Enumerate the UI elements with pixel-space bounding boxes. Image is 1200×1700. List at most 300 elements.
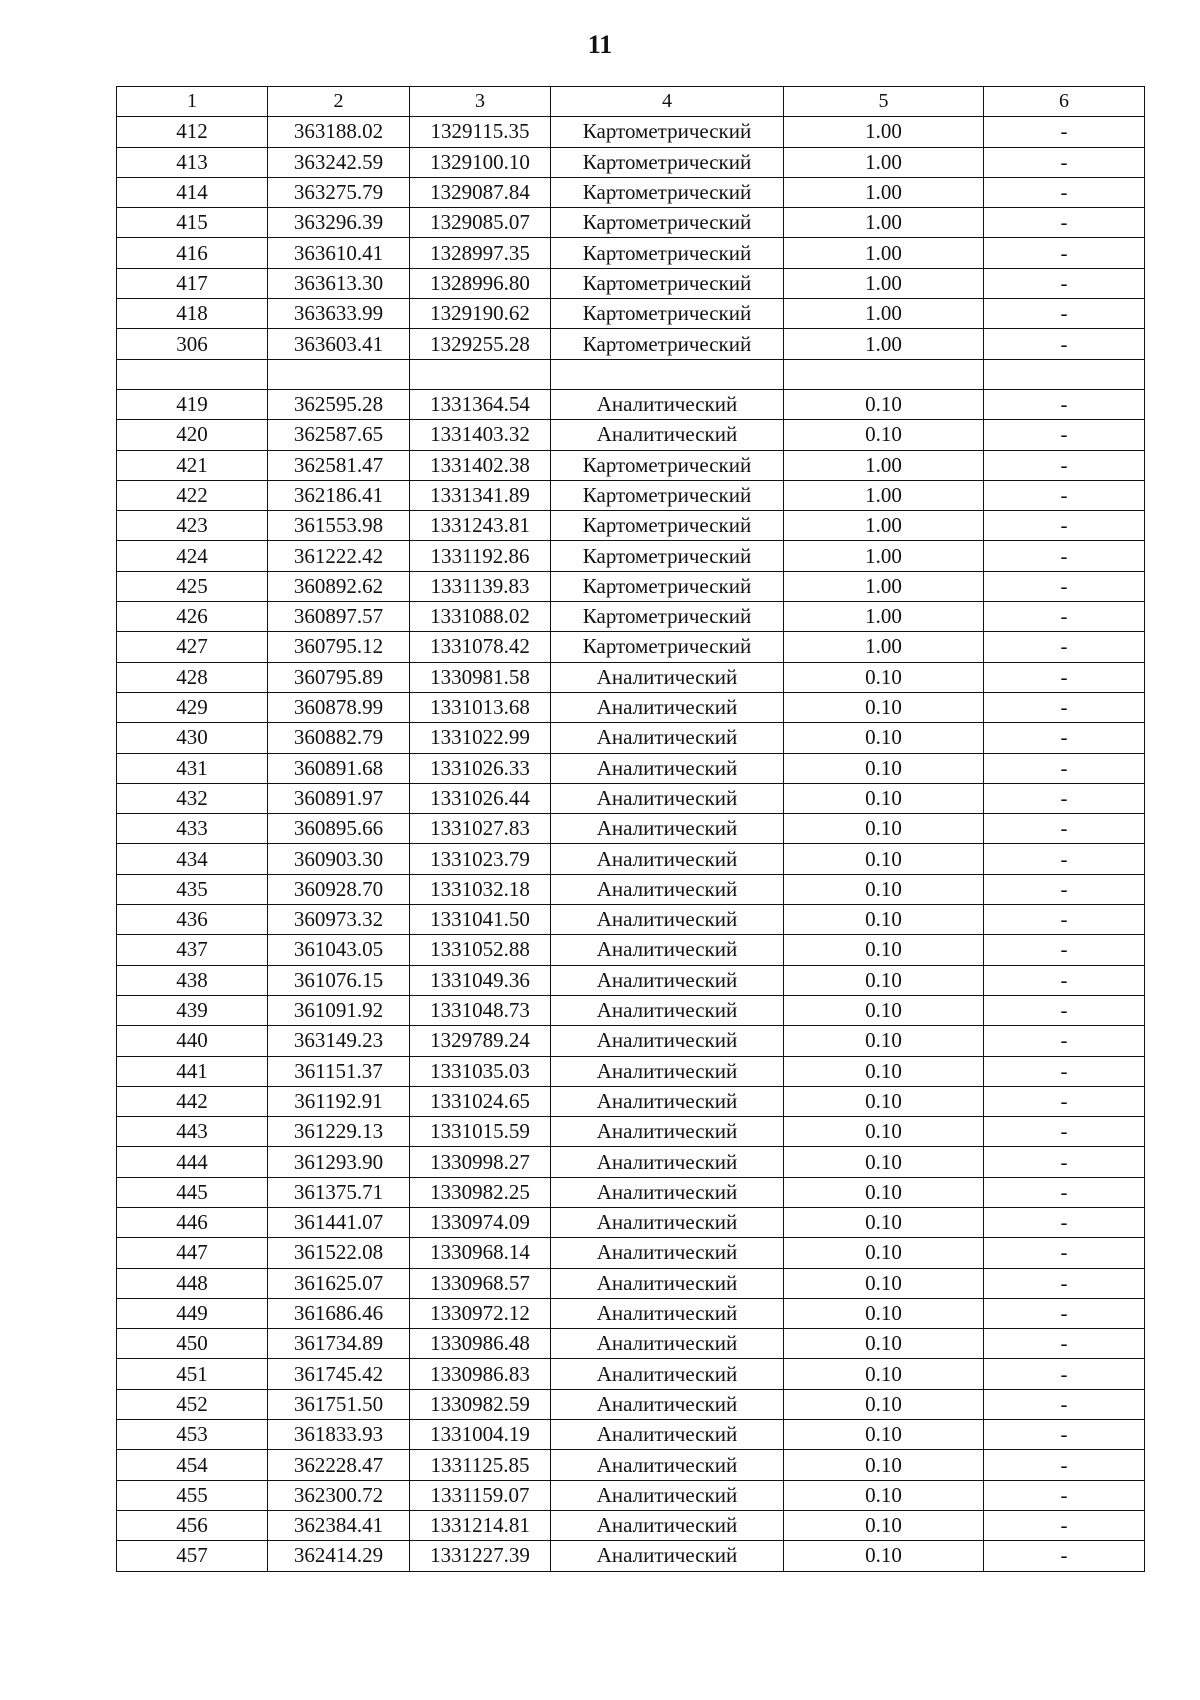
table-row: [117, 511, 1145, 541]
point-number-cell: 431: [117, 753, 268, 783]
accuracy-cell: 1.00: [784, 299, 984, 329]
method-cell: Картометрический: [551, 602, 784, 632]
x-coordinate-cell: 363610.41: [268, 238, 410, 268]
y-coordinate-cell: 1330974.09: [410, 1207, 551, 1237]
column-header-3: 3: [410, 87, 551, 117]
method-cell: Аналитический: [551, 1026, 784, 1056]
accuracy-cell: 1.00: [784, 329, 984, 359]
x-coordinate-cell: 361375.71: [268, 1177, 410, 1207]
note-cell: -: [984, 1147, 1145, 1177]
x-coordinate-cell: 362186.41: [268, 480, 410, 510]
point-number-cell: 446: [117, 1207, 268, 1237]
note-cell: -: [984, 935, 1145, 965]
accuracy-cell: 1.00: [784, 268, 984, 298]
point-number-cell: 306: [117, 329, 268, 359]
y-coordinate-cell: 1331048.73: [410, 995, 551, 1025]
x-coordinate-cell: 363603.41: [268, 329, 410, 359]
method-cell: Аналитический: [551, 389, 784, 419]
method-cell: Аналитический: [551, 1541, 784, 1571]
table-row: [117, 450, 1145, 480]
y-coordinate-cell: 1331004.19: [410, 1420, 551, 1450]
note-cell: -: [984, 1510, 1145, 1540]
coordinates-table: [116, 86, 1145, 1572]
y-coordinate-cell: 1331227.39: [410, 1541, 551, 1571]
table-row: [117, 905, 1145, 935]
x-coordinate-cell: 362414.29: [268, 1541, 410, 1571]
accuracy-cell: 0.10: [784, 753, 984, 783]
y-coordinate-cell: 1331214.81: [410, 1510, 551, 1540]
y-coordinate-cell: [410, 359, 551, 389]
note-cell: -: [984, 995, 1145, 1025]
column-header-6: 6: [984, 87, 1145, 117]
y-coordinate-cell: 1331041.50: [410, 905, 551, 935]
table-row: [117, 995, 1145, 1025]
method-cell: Аналитический: [551, 783, 784, 813]
x-coordinate-cell: 361151.37: [268, 1056, 410, 1086]
point-number-cell: 412: [117, 117, 268, 147]
method-cell: Аналитический: [551, 905, 784, 935]
note-cell: -: [984, 1329, 1145, 1359]
accuracy-cell: 0.10: [784, 1420, 984, 1450]
accuracy-cell: 0.10: [784, 935, 984, 965]
accuracy-cell: 0.10: [784, 783, 984, 813]
note-cell: -: [984, 541, 1145, 571]
accuracy-cell: 0.10: [784, 1389, 984, 1419]
y-coordinate-cell: 1331024.65: [410, 1086, 551, 1116]
method-cell: Аналитический: [551, 420, 784, 450]
accuracy-cell: 0.10: [784, 874, 984, 904]
x-coordinate-cell: 360891.68: [268, 753, 410, 783]
point-number-cell: 442: [117, 1086, 268, 1116]
x-coordinate-cell: 362228.47: [268, 1450, 410, 1480]
x-coordinate-cell: 360973.32: [268, 905, 410, 935]
point-number-cell: 439: [117, 995, 268, 1025]
point-number-cell: [117, 359, 268, 389]
point-number-cell: 443: [117, 1117, 268, 1147]
note-cell: -: [984, 511, 1145, 541]
table-row: [117, 1510, 1145, 1540]
table-row: [117, 147, 1145, 177]
table-row: [117, 268, 1145, 298]
method-cell: Аналитический: [551, 1329, 784, 1359]
y-coordinate-cell: 1331032.18: [410, 874, 551, 904]
note-cell: -: [984, 1086, 1145, 1116]
y-coordinate-cell: 1331402.38: [410, 450, 551, 480]
x-coordinate-cell: 363242.59: [268, 147, 410, 177]
x-coordinate-cell: 361293.90: [268, 1147, 410, 1177]
table-row: [117, 1359, 1145, 1389]
x-coordinate-cell: 363613.30: [268, 268, 410, 298]
x-coordinate-cell: 361553.98: [268, 511, 410, 541]
point-number-cell: 451: [117, 1359, 268, 1389]
y-coordinate-cell: 1329115.35: [410, 117, 551, 147]
accuracy-cell: 0.10: [784, 1268, 984, 1298]
y-coordinate-cell: 1331027.83: [410, 814, 551, 844]
column-header-1: 1: [117, 87, 268, 117]
accuracy-cell: 0.10: [784, 1026, 984, 1056]
note-cell: [984, 359, 1145, 389]
point-number-cell: 429: [117, 692, 268, 722]
point-number-cell: 455: [117, 1480, 268, 1510]
point-number-cell: 434: [117, 844, 268, 874]
y-coordinate-cell: 1329789.24: [410, 1026, 551, 1056]
point-number-cell: 417: [117, 268, 268, 298]
y-coordinate-cell: 1328997.35: [410, 238, 551, 268]
x-coordinate-cell: 361043.05: [268, 935, 410, 965]
accuracy-cell: 0.10: [784, 692, 984, 722]
x-coordinate-cell: 361686.46: [268, 1298, 410, 1328]
column-header-2: 2: [268, 87, 410, 117]
y-coordinate-cell: 1330982.59: [410, 1389, 551, 1419]
method-cell: Аналитический: [551, 844, 784, 874]
method-cell: Картометрический: [551, 450, 784, 480]
y-coordinate-cell: 1331078.42: [410, 632, 551, 662]
x-coordinate-cell: 360891.97: [268, 783, 410, 813]
note-cell: -: [984, 1359, 1145, 1389]
point-number-cell: 419: [117, 389, 268, 419]
y-coordinate-cell: 1331049.36: [410, 965, 551, 995]
x-coordinate-cell: 361745.42: [268, 1359, 410, 1389]
y-coordinate-cell: 1331159.07: [410, 1480, 551, 1510]
point-number-cell: 457: [117, 1541, 268, 1571]
x-coordinate-cell: 361751.50: [268, 1389, 410, 1419]
note-cell: -: [984, 1450, 1145, 1480]
method-cell: Аналитический: [551, 935, 784, 965]
note-cell: -: [984, 117, 1145, 147]
table-row: [117, 1056, 1145, 1086]
method-cell: Картометрический: [551, 177, 784, 207]
accuracy-cell: 1.00: [784, 238, 984, 268]
point-number-cell: 421: [117, 450, 268, 480]
x-coordinate-cell: 361625.07: [268, 1268, 410, 1298]
note-cell: -: [984, 177, 1145, 207]
point-number-cell: 441: [117, 1056, 268, 1086]
header-row: [117, 87, 1145, 117]
x-coordinate-cell: 360795.89: [268, 662, 410, 692]
point-number-cell: 420: [117, 420, 268, 450]
point-number-cell: 450: [117, 1329, 268, 1359]
accuracy-cell: 1.00: [784, 571, 984, 601]
accuracy-cell: 1.00: [784, 541, 984, 571]
point-number-cell: 416: [117, 238, 268, 268]
y-coordinate-cell: 1331088.02: [410, 602, 551, 632]
note-cell: -: [984, 1207, 1145, 1237]
table-row: [117, 753, 1145, 783]
method-cell: Аналитический: [551, 1510, 784, 1540]
accuracy-cell: 0.10: [784, 1177, 984, 1207]
x-coordinate-cell: 362595.28: [268, 389, 410, 419]
method-cell: Картометрический: [551, 632, 784, 662]
column-header-4: 4: [551, 87, 784, 117]
table-row: [117, 1298, 1145, 1328]
method-cell: Аналитический: [551, 965, 784, 995]
point-number-cell: 447: [117, 1238, 268, 1268]
accuracy-cell: 0.10: [784, 1480, 984, 1510]
method-cell: Аналитический: [551, 995, 784, 1025]
table-row: [117, 117, 1145, 147]
method-cell: Аналитический: [551, 1238, 784, 1268]
x-coordinate-cell: 360897.57: [268, 602, 410, 632]
note-cell: -: [984, 450, 1145, 480]
table-row: [117, 844, 1145, 874]
method-cell: Картометрический: [551, 571, 784, 601]
point-number-cell: 430: [117, 723, 268, 753]
table-row: [117, 692, 1145, 722]
method-cell: Картометрический: [551, 147, 784, 177]
y-coordinate-cell: 1331026.33: [410, 753, 551, 783]
method-cell: Картометрический: [551, 117, 784, 147]
x-coordinate-cell: 361222.42: [268, 541, 410, 571]
point-number-cell: 454: [117, 1450, 268, 1480]
point-number-cell: 428: [117, 662, 268, 692]
accuracy-cell: 0.10: [784, 1238, 984, 1268]
table-row: [117, 420, 1145, 450]
note-cell: -: [984, 1117, 1145, 1147]
accuracy-cell: 1.00: [784, 208, 984, 238]
x-coordinate-cell: 361091.92: [268, 995, 410, 1025]
table-row: [117, 935, 1145, 965]
table-row: [117, 783, 1145, 813]
y-coordinate-cell: 1331139.83: [410, 571, 551, 601]
table-row: [117, 1147, 1145, 1177]
table-header: [117, 87, 1145, 117]
table-row: [117, 571, 1145, 601]
y-coordinate-cell: 1331403.32: [410, 420, 551, 450]
x-coordinate-cell: 362300.72: [268, 1480, 410, 1510]
table-row: [117, 1238, 1145, 1268]
accuracy-cell: 1.00: [784, 511, 984, 541]
table-row: [117, 1541, 1145, 1571]
table-row: [117, 965, 1145, 995]
point-number-cell: 422: [117, 480, 268, 510]
note-cell: -: [984, 965, 1145, 995]
x-coordinate-cell: 363633.99: [268, 299, 410, 329]
accuracy-cell: 0.10: [784, 662, 984, 692]
note-cell: -: [984, 632, 1145, 662]
accuracy-cell: 1.00: [784, 602, 984, 632]
x-coordinate-cell: 363149.23: [268, 1026, 410, 1056]
table-row: [117, 1086, 1145, 1116]
method-cell: Аналитический: [551, 723, 784, 753]
x-coordinate-cell: 361192.91: [268, 1086, 410, 1116]
method-cell: Аналитический: [551, 1389, 784, 1419]
x-coordinate-cell: 363188.02: [268, 117, 410, 147]
x-coordinate-cell: 363275.79: [268, 177, 410, 207]
y-coordinate-cell: 1328996.80: [410, 268, 551, 298]
table-row: [117, 1480, 1145, 1510]
y-coordinate-cell: 1331052.88: [410, 935, 551, 965]
point-number-cell: 433: [117, 814, 268, 844]
x-coordinate-cell: 360903.30: [268, 844, 410, 874]
table-row: [117, 1450, 1145, 1480]
note-cell: -: [984, 571, 1145, 601]
point-number-cell: 449: [117, 1298, 268, 1328]
note-cell: -: [984, 238, 1145, 268]
y-coordinate-cell: 1330981.58: [410, 662, 551, 692]
accuracy-cell: 1.00: [784, 117, 984, 147]
y-coordinate-cell: 1329085.07: [410, 208, 551, 238]
note-cell: -: [984, 1541, 1145, 1571]
note-cell: -: [984, 1420, 1145, 1450]
accuracy-cell: 0.10: [784, 1147, 984, 1177]
x-coordinate-cell: 361441.07: [268, 1207, 410, 1237]
table-row: [117, 208, 1145, 238]
method-cell: Аналитический: [551, 1086, 784, 1116]
point-number-cell: 448: [117, 1268, 268, 1298]
note-cell: -: [984, 1389, 1145, 1419]
y-coordinate-cell: 1330968.14: [410, 1238, 551, 1268]
note-cell: -: [984, 723, 1145, 753]
note-cell: -: [984, 208, 1145, 238]
y-coordinate-cell: 1329190.62: [410, 299, 551, 329]
note-cell: -: [984, 268, 1145, 298]
method-cell: Картометрический: [551, 238, 784, 268]
column-header-5: 5: [784, 87, 984, 117]
x-coordinate-cell: 360895.66: [268, 814, 410, 844]
y-coordinate-cell: 1330998.27: [410, 1147, 551, 1177]
method-cell: Аналитический: [551, 1420, 784, 1450]
y-coordinate-cell: 1330972.12: [410, 1298, 551, 1328]
table-row: [117, 1177, 1145, 1207]
x-coordinate-cell: 360795.12: [268, 632, 410, 662]
y-coordinate-cell: 1330982.25: [410, 1177, 551, 1207]
note-cell: -: [984, 783, 1145, 813]
accuracy-cell: 0.10: [784, 1056, 984, 1086]
method-cell: [551, 359, 784, 389]
table-row: [117, 541, 1145, 571]
y-coordinate-cell: 1331023.79: [410, 844, 551, 874]
y-coordinate-cell: 1330986.83: [410, 1359, 551, 1389]
y-coordinate-cell: 1331243.81: [410, 511, 551, 541]
accuracy-cell: 1.00: [784, 177, 984, 207]
point-number-cell: 444: [117, 1147, 268, 1177]
note-cell: -: [984, 662, 1145, 692]
point-number-cell: 426: [117, 602, 268, 632]
y-coordinate-cell: 1331015.59: [410, 1117, 551, 1147]
y-coordinate-cell: 1331022.99: [410, 723, 551, 753]
point-number-cell: 425: [117, 571, 268, 601]
accuracy-cell: 0.10: [784, 1086, 984, 1116]
y-coordinate-cell: 1329087.84: [410, 177, 551, 207]
table-row: [117, 329, 1145, 359]
x-coordinate-cell: 360878.99: [268, 692, 410, 722]
note-cell: -: [984, 692, 1145, 722]
accuracy-cell: 0.10: [784, 965, 984, 995]
note-cell: -: [984, 602, 1145, 632]
note-cell: -: [984, 480, 1145, 510]
method-cell: Аналитический: [551, 1207, 784, 1237]
point-number-cell: 413: [117, 147, 268, 177]
y-coordinate-cell: 1331013.68: [410, 692, 551, 722]
note-cell: -: [984, 1268, 1145, 1298]
note-cell: -: [984, 1238, 1145, 1268]
method-cell: Аналитический: [551, 1359, 784, 1389]
accuracy-cell: 0.10: [784, 420, 984, 450]
accuracy-cell: 0.10: [784, 1541, 984, 1571]
x-coordinate-cell: 362587.65: [268, 420, 410, 450]
table-row: [117, 238, 1145, 268]
method-cell: Аналитический: [551, 1268, 784, 1298]
note-cell: -: [984, 874, 1145, 904]
method-cell: Аналитический: [551, 1298, 784, 1328]
y-coordinate-cell: 1329100.10: [410, 147, 551, 177]
y-coordinate-cell: 1331192.86: [410, 541, 551, 571]
x-coordinate-cell: 363296.39: [268, 208, 410, 238]
accuracy-cell: 0.10: [784, 995, 984, 1025]
method-cell: Аналитический: [551, 1147, 784, 1177]
x-coordinate-cell: 361229.13: [268, 1117, 410, 1147]
y-coordinate-cell: 1331364.54: [410, 389, 551, 419]
point-number-cell: 440: [117, 1026, 268, 1056]
table-row: [117, 602, 1145, 632]
y-coordinate-cell: 1329255.28: [410, 329, 551, 359]
x-coordinate-cell: 362384.41: [268, 1510, 410, 1540]
note-cell: -: [984, 814, 1145, 844]
accuracy-cell: 0.10: [784, 1117, 984, 1147]
table-body: [117, 117, 1145, 1571]
point-number-cell: 432: [117, 783, 268, 813]
point-number-cell: 437: [117, 935, 268, 965]
note-cell: -: [984, 389, 1145, 419]
point-number-cell: 427: [117, 632, 268, 662]
method-cell: Аналитический: [551, 814, 784, 844]
accuracy-cell: 0.10: [784, 844, 984, 874]
point-number-cell: 415: [117, 208, 268, 238]
y-coordinate-cell: 1330986.48: [410, 1329, 551, 1359]
method-cell: Аналитический: [551, 1480, 784, 1510]
table-row: [117, 299, 1145, 329]
x-coordinate-cell: 360892.62: [268, 571, 410, 601]
method-cell: Аналитический: [551, 692, 784, 722]
note-cell: -: [984, 905, 1145, 935]
method-cell: Аналитический: [551, 874, 784, 904]
x-coordinate-cell: 360928.70: [268, 874, 410, 904]
method-cell: Картометрический: [551, 480, 784, 510]
x-coordinate-cell: 362581.47: [268, 450, 410, 480]
method-cell: Аналитический: [551, 662, 784, 692]
method-cell: Картометрический: [551, 299, 784, 329]
table-row: [117, 1268, 1145, 1298]
table-row: [117, 814, 1145, 844]
note-cell: -: [984, 1298, 1145, 1328]
accuracy-cell: 1.00: [784, 480, 984, 510]
note-cell: -: [984, 329, 1145, 359]
y-coordinate-cell: 1331026.44: [410, 783, 551, 813]
note-cell: -: [984, 1026, 1145, 1056]
table-row: [117, 389, 1145, 419]
point-number-cell: 435: [117, 874, 268, 904]
table-row: [117, 359, 1145, 389]
y-coordinate-cell: 1331341.89: [410, 480, 551, 510]
y-coordinate-cell: 1330968.57: [410, 1268, 551, 1298]
point-number-cell: 423: [117, 511, 268, 541]
accuracy-cell: 0.10: [784, 723, 984, 753]
note-cell: -: [984, 1480, 1145, 1510]
note-cell: -: [984, 844, 1145, 874]
table-row: [117, 1026, 1145, 1056]
table-row: [117, 632, 1145, 662]
table-row: [117, 874, 1145, 904]
method-cell: Картометрический: [551, 511, 784, 541]
note-cell: -: [984, 299, 1145, 329]
table-row: [117, 1117, 1145, 1147]
point-number-cell: 414: [117, 177, 268, 207]
point-number-cell: 456: [117, 1510, 268, 1540]
accuracy-cell: 0.10: [784, 1329, 984, 1359]
method-cell: Картометрический: [551, 329, 784, 359]
accuracy-cell: 0.10: [784, 1359, 984, 1389]
accuracy-cell: [784, 359, 984, 389]
